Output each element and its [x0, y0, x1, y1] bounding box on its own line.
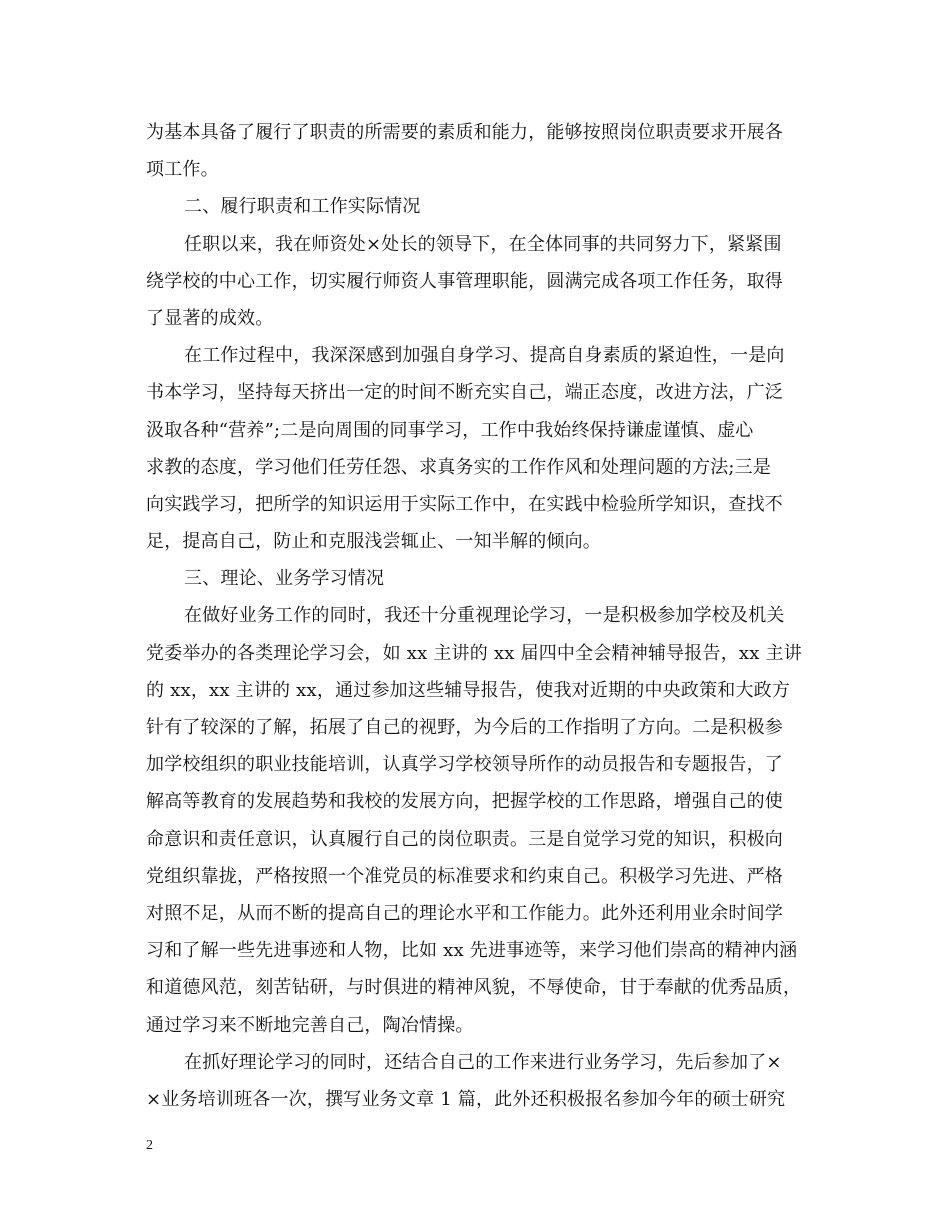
document-body — [146, 114, 806, 1118]
text-line: 汲取各种“营养”;二是向周围的同事学习，工作中我始终保持谦虚谨慎、虚心 — [146, 419, 754, 441]
text-line: 的 xx，xx 主讲的 xx，通过参加这些辅导报告，使我对近期的中央政策和大政方 — [146, 679, 791, 701]
section-heading: 二、履行职责和工作实际情况 — [184, 196, 421, 218]
text-line: 对照不足，从而不断的提高自己的理论水平和工作能力。此外还利用业余时间学 — [146, 902, 783, 924]
text-line: 了显著的成效。 — [146, 307, 274, 329]
text-line: ×业务培训班各一次，撰写业务文章 1 篇，此外还积极报名参加今年的硕士研究 — [146, 1088, 786, 1110]
text-line: 足，提高自己，防止和克服浅尝辄止、一知半解的倾向。 — [146, 531, 601, 553]
text-line: 在抓好理论学习的同时，还结合自己的工作来进行业务学习，先后参加了× — [184, 1051, 782, 1073]
text-line: 任职以来，我在师资处×处长的领导下，在全体同事的共同努力下，紧紧围 — [184, 233, 782, 255]
text-line: 党委举办的各类理论学习会，如 xx 主讲的 xx 届四中全会精神辅导报告，xx 主讲 — [146, 642, 802, 664]
text-line: 习和了解一些先进事迹和人物，比如 xx 先进事迹等，来学习他们崇高的精神内涵 — [146, 940, 798, 962]
text-line: 在工作过程中，我深深感到加强自身学习、提高自身素质的紧迫性，一是向 — [184, 345, 785, 367]
text-line: 求教的态度，学习他们任劳任怨、求真务实的工作作风和处理问题的方法;三是 — [146, 456, 772, 478]
section-heading: 三、理论、业务学习情况 — [184, 568, 385, 590]
text-line: 书本学习，坚持每天挤出一定的时间不断充实自己，端正态度，改进方法，广泛 — [146, 382, 783, 404]
text-line: 加学校组织的职业技能培训，认真学习学校领导所作的动员报告和专题报告，了 — [146, 754, 783, 776]
text-line: 为基本具备了履行了职责的所需要的素质和能力，能够按照岗位职责要求开展各 — [146, 122, 783, 143]
text-line: 向实践学习，把所学的知识运用于实际工作中，在实践中检验所学知识，查找不 — [146, 493, 783, 515]
text-line: 在做好业务工作的同时，我还十分重视理论学习，一是积极参加学校及机关 — [184, 605, 785, 627]
text-line: 命意识和责任意识，认真履行自己的岗位职责。三是自觉学习党的知识，积极向 — [146, 828, 783, 850]
text-line: 党组织靠拢，严格按照一个准党员的标准要求和约束自己。积极学习先进、严格 — [146, 865, 783, 887]
text-line: 解高等教育的发展趋势和我校的发展方向，把握学校的工作思路，增强自己的使 — [146, 791, 783, 813]
text-line: 项工作。 — [146, 159, 219, 181]
page-number: 2 — [146, 1138, 153, 1153]
text-line: 针有了较深的了解，拓展了自己的视野，为今后的工作指明了方向。二是积极参 — [146, 717, 783, 738]
text-line: 通过学习来不断地完善自己，陶冶情操。 — [146, 1014, 474, 1036]
text-line: 绕学校的中心工作，切实履行师资人事管理职能，圆满完成各项工作任务，取得 — [146, 270, 783, 292]
text-line: 和道德风范，刻苦钻研，与时俱进的精神风貌，不辱使命，甘于奉献的优秀品质， — [146, 977, 802, 999]
